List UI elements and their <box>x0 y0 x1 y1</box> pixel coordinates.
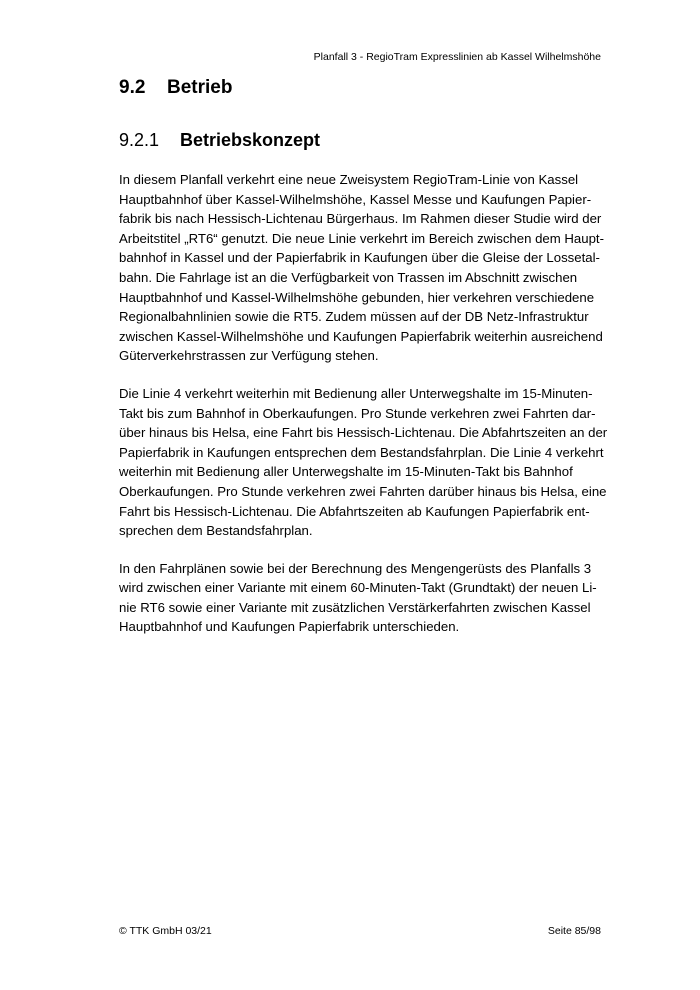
text-line: fabrik bis nach Hessisch-Lichtenau Bürgerhaus. Im Rahmen dieser Studie wird der <box>119 211 602 227</box>
text-line: Die Linie 4 verkehrt weiterhin mit Bedienung aller Unterwegshalte im 15-Minuten- <box>119 385 593 401</box>
footer-copyright: © TTK GmbH 03/21 <box>119 925 212 937</box>
text-line: bahnhof in Kassel und der Papierfabrik in Kaufungen über die Gleise der Lossetal- <box>119 250 600 266</box>
text-line: Hauptbahnhof und Kassel-Wilhelmshöhe gebunden, hier verkehren verschiedene <box>119 289 595 305</box>
footer-page-number: Seite 85/98 <box>547 925 601 937</box>
text-line: Güterverkehrstrassen zur Verfügung stehen. <box>119 348 379 364</box>
subsection-heading <box>119 128 320 152</box>
text-line: Oberkaufungen. Pro Stunde verkehren zwei Fahrten darüber hinaus bis Helsa, eine <box>119 483 607 499</box>
text-line: über hinaus bis Helsa, eine Fahrt bis Hessisch-Lichtenau. Die Abfahrtszeiten an der <box>119 425 608 441</box>
running-header: Planfall 3 - RegioTram Expresslinien ab Kassel Wilhelmshöhe <box>313 51 601 63</box>
section-number: 9.2 <box>119 77 146 98</box>
paragraph <box>119 559 601 637</box>
section-heading <box>119 76 232 100</box>
text-line: bahn. Die Fahrlage ist an die Verfügbarkeit von Trassen im Abschnitt zwischen <box>119 269 578 285</box>
text-line: In diesem Planfall verkehrt eine neue Zweisystem RegioTram-Linie von Kassel <box>119 172 579 187</box>
text-line: Papierfabrik in Kaufungen entsprechen dem Bestandsfahrplan. Die Linie 4 verkehrt <box>119 444 604 460</box>
body-text <box>119 170 608 655</box>
text-line: weiterhin mit Bedienung aller Unterwegshalte im 15-Minuten-Takt bis Bahnhof <box>119 464 573 480</box>
text-line: Arbeitstitel „RT6“ genutzt. Die neue Linie verkehrt im Bereich zwischen dem Haupt- <box>119 230 604 246</box>
paragraph <box>119 170 604 366</box>
text-line: Fahrt bis Hessisch-Lichtenau. Die Abfahrtszeiten ab Kaufungen Papierfabrik ent- <box>119 503 590 519</box>
text-line: In den Fahrplänen sowie bei der Berechnung des Mengengerüsts des Planfalls 3 <box>119 560 592 576</box>
text-line: zwischen Kassel-Wilhelmshöhe und Kaufungen Papierfabrik weiterhin ausreichend <box>119 328 603 344</box>
paragraph <box>119 384 608 541</box>
subsection-number: 9.2.1 <box>119 130 160 150</box>
text-line: Regionalbahnlinien sowie die RT5. Zudem müssen auf der DB Netz-Infrastruktur <box>119 309 589 325</box>
text-line: Hauptbahnhof über Kassel-Wilhelmshöhe, Kassel Messe und Kaufungen Papier- <box>119 191 592 207</box>
text-line: sprechen dem Bestandsfahrplan. <box>119 523 313 539</box>
text-line: Takt bis zum Bahnhof in Oberkaufungen. Pro Stunde verkehren zwei Fahrten dar- <box>119 405 596 421</box>
text-line: wird zwischen einer Variante mit einem 60-Minuten-Takt (Grundtakt) der neuen Li- <box>119 580 597 596</box>
text-line: Hauptbahnhof und Kaufungen Papierfabrik unterschieden. <box>119 619 460 635</box>
text-line: nie RT6 sowie einer Variante mit zusätzlichen Verstärkerfahrten zwischen Kassel <box>119 599 591 615</box>
subsection-title: Betriebskonzept <box>180 130 321 150</box>
section-title: Betrieb <box>167 77 233 98</box>
